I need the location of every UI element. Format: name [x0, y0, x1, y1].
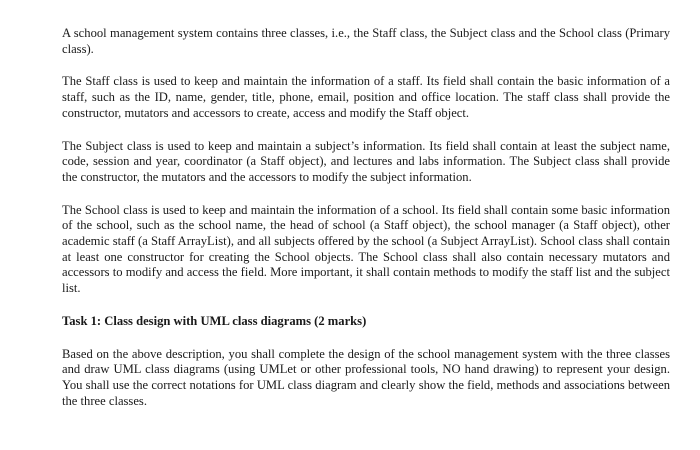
document-body: [62, 26, 670, 426]
staff-class-paragraph: The Staff class is used to keep and maintain the information of a staff. Its field shall contain the basic information of a staff, such as the ID, name, gender, title, phone, email, position and office location. The staff class shall provide the constructor, mutators and accessors to create, access and modify the Staff object.: [62, 74, 670, 120]
task-paragraph: Based on the above description, you shall complete the design of the school management system with the three classes and draw UML class diagrams (using UMLet or other professional tools, NO hand drawing) to represent your design. You shall use the correct notations for UML class diagram and clearly show the field, methods and associations between the three classes.: [62, 346, 670, 408]
intro-paragraph: A school management system contains three classes, i.e., the Staff class, the Subject class and the School class (Primary class).: [62, 26, 670, 56]
subject-class-paragraph: The Subject class is used to keep and maintain a subject’s information. Its field shall contain at least the subject name, code, session and year, coordinator (a Staff object), and lectures and labs information. The Subject class shall provide the constructor, the mutators and the accessors to modify the subject information.: [62, 138, 670, 184]
task-heading: Task 1: Class design with UML class diagrams (2 marks): [62, 313, 367, 328]
school-class-paragraph: The School class is used to keep and maintain the information of a school. Its field shall contain some basic information of the school, such as the school name, the head of school (a Staff object), the school manager (a Staff object), other academic staff (a Staff ArrayList), and all subjects offered by the school (a Subject ArrayList). School class shall contain at least one constructor for creating the School objects. The School class shall also contain necessary mutators and accessors to modify and access the field. More important, it shall contain methods to modify the staff list and the subject list.: [62, 202, 670, 296]
